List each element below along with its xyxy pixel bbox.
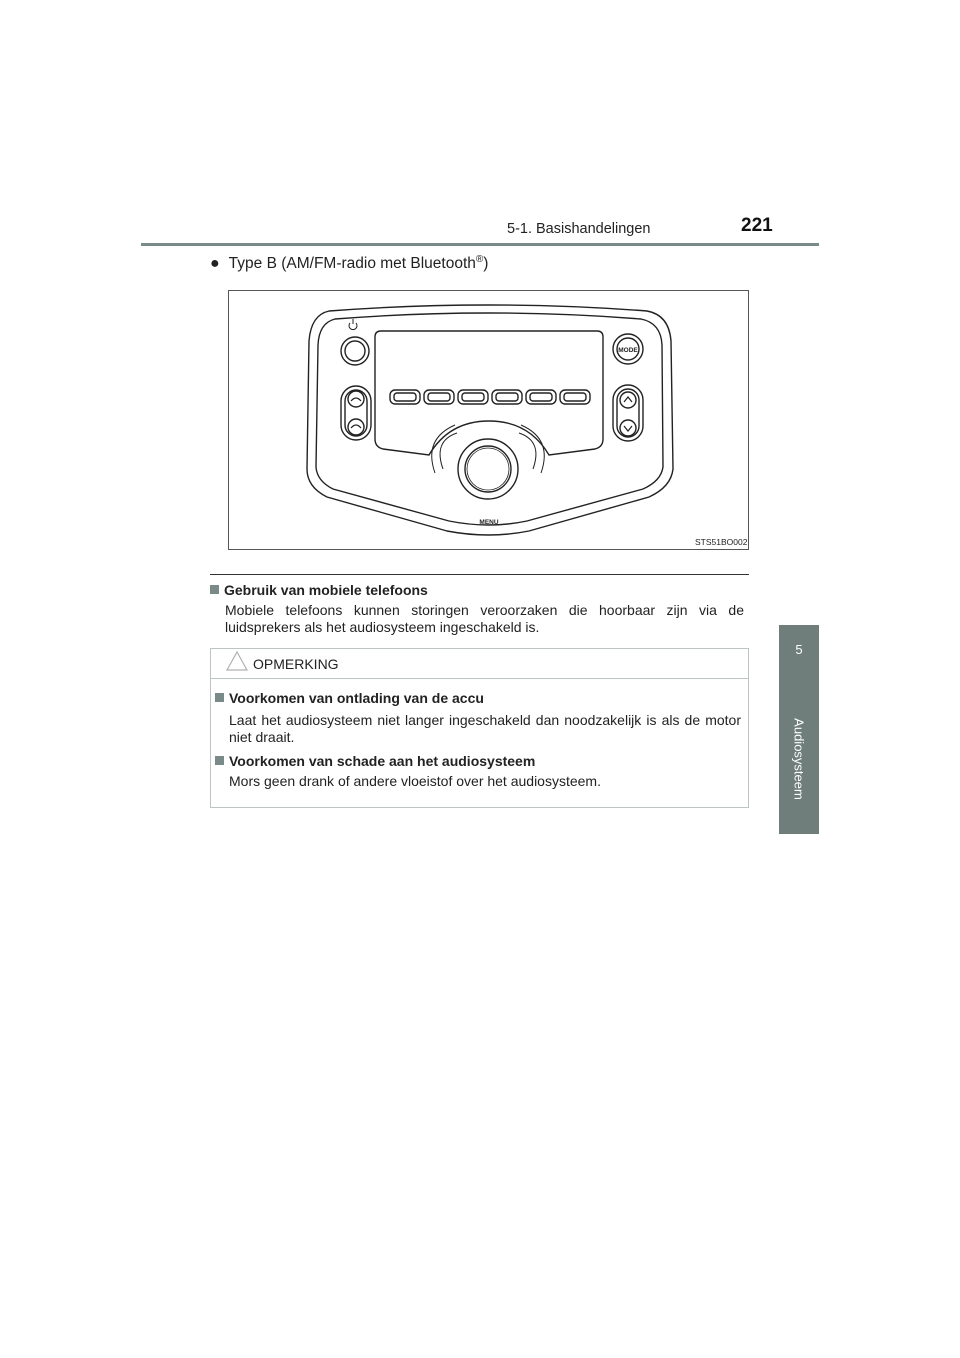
seek-button-group (613, 385, 643, 441)
chapter-tab-label (779, 684, 819, 834)
header-rule (141, 243, 819, 246)
notice-item-heading (215, 753, 535, 769)
bullet-icon: ● (210, 255, 220, 273)
menu-knob (432, 425, 545, 499)
page-number: 221 (741, 215, 773, 236)
chapter-tab-number: 5 (779, 625, 819, 684)
type-heading (210, 254, 488, 273)
notice-item-heading (215, 690, 484, 706)
mode-label: MODE (618, 347, 638, 354)
mobile-phones-heading (210, 582, 428, 598)
power-button (341, 319, 369, 365)
type-heading-close: ) (483, 255, 489, 273)
registered-mark: ® (475, 254, 484, 265)
chapter-tab-text: Audiosysteem (791, 718, 807, 800)
figure-frame (228, 290, 749, 550)
notice-item-text: Laat het audiosysteem niet langer ingeschakeld dan noodzakelijk is als de motor niet draait. (229, 712, 741, 745)
type-heading-text: Type B (AM/FM-radio met Bluetooth (228, 255, 476, 273)
notice-title: OPMERKING (253, 656, 339, 672)
notice-item-text: Mors geen drank of andere vloeistof over het audiosysteem. (229, 773, 601, 789)
section-rule (210, 574, 749, 575)
warning-icon (226, 650, 248, 672)
notice-divider (211, 678, 748, 679)
square-bullet-icon (210, 585, 219, 594)
notice-item-heading-text: Voorkomen van schade aan het audiosysteem (229, 753, 536, 769)
square-bullet-icon (215, 693, 224, 702)
menu-label: MENU (479, 519, 499, 526)
section-title: 5-1. Basishandelingen (507, 221, 651, 237)
mobile-phones-text: Mobiele telefoons kunnen storingen veroorzaken die hoorbaar zijn via de luidsprekers als het audiosysteem ingeschakeld is. (225, 602, 744, 635)
figure-code: STS51BO002 (695, 537, 748, 547)
phone-button-group (341, 386, 371, 440)
square-bullet-icon (215, 756, 224, 765)
notice-item-heading-text: Voorkomen van ontlading van de accu (229, 690, 484, 706)
mobile-phones-heading-text: Gebruik van mobiele telefoons (224, 582, 428, 598)
preset-buttons (390, 390, 590, 404)
radio-panel-illustration (229, 291, 748, 549)
